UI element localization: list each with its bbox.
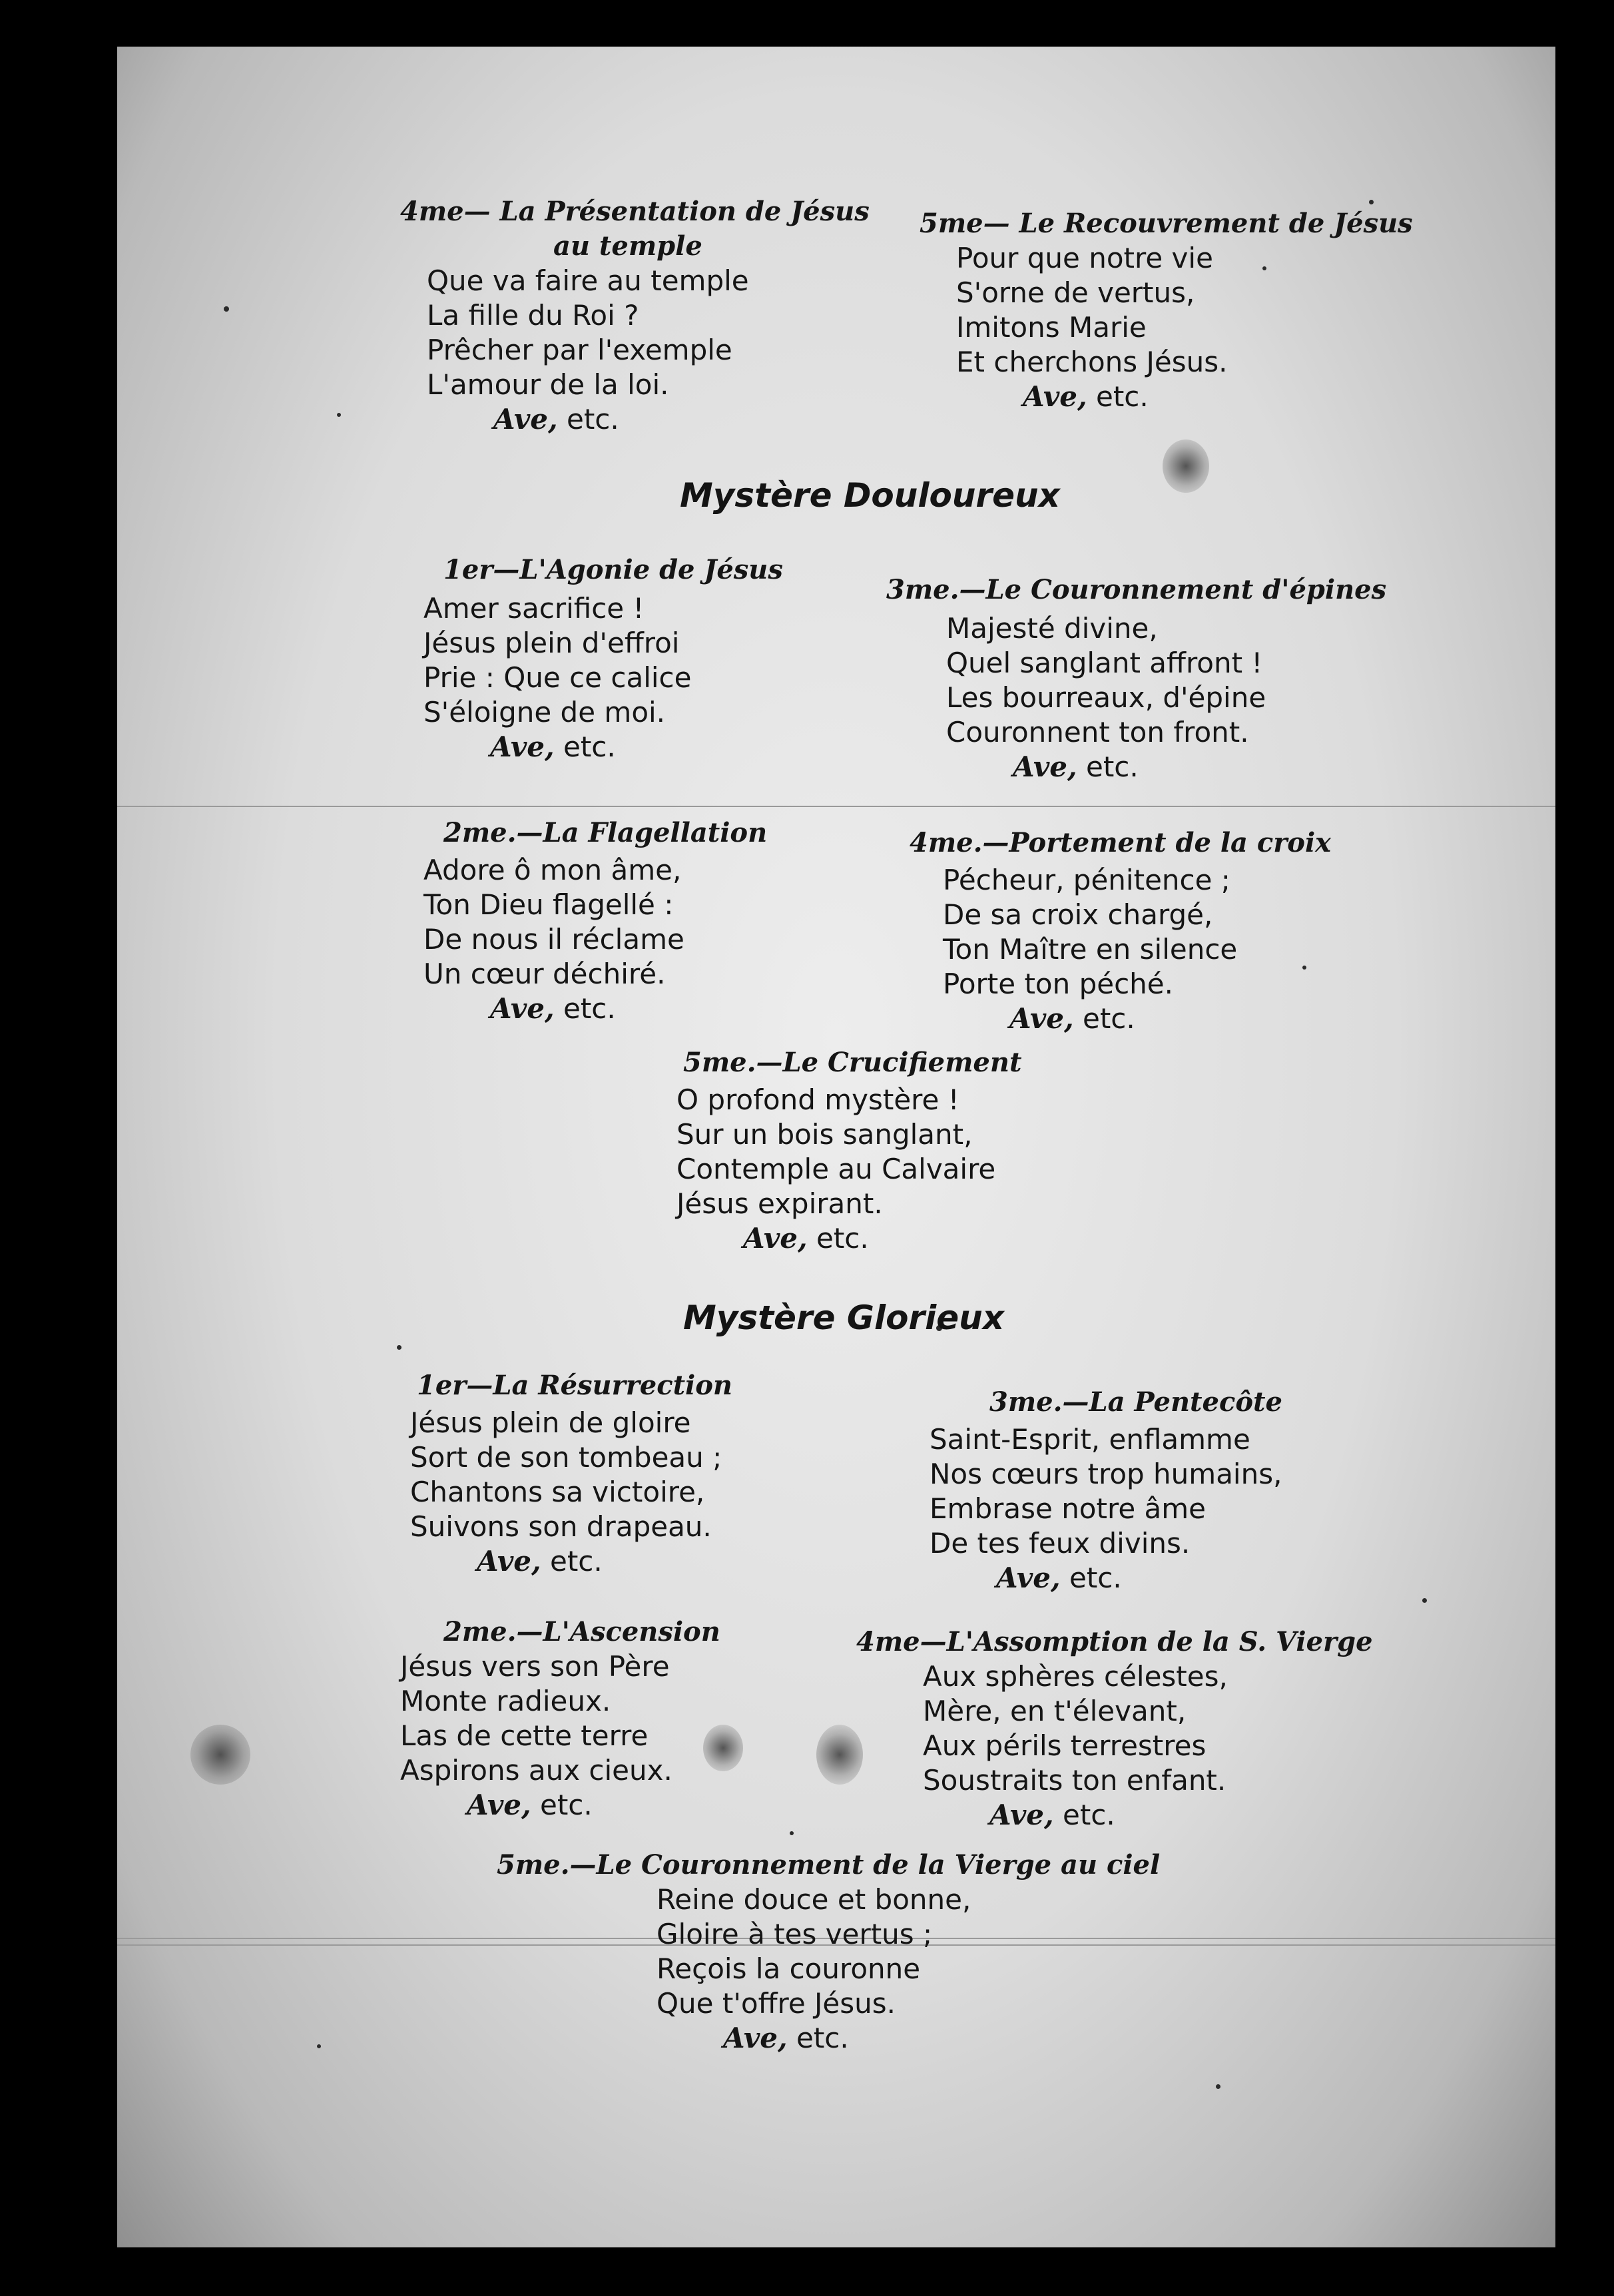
refrain-etc: etc. — [1060, 1562, 1122, 1594]
stanza-title: 1er—L'Agonie de Jésus — [443, 554, 783, 585]
verse-line: Suivons son drapeau. — [410, 1510, 712, 1543]
refrain-etc: etc. — [554, 730, 616, 763]
stanza-title: 4me— La Présentation de Jésus — [400, 196, 870, 227]
verse-line: Aux périls terrestres — [923, 1729, 1207, 1762]
verse-line: Un cœur déchiré. — [423, 958, 666, 990]
verse-line: Majesté divine, — [946, 612, 1158, 645]
verse-line: Soustraits ton enfant. — [923, 1764, 1226, 1797]
verse-line: Jésus expirant. — [676, 1187, 883, 1220]
speck — [397, 1345, 402, 1350]
refrain — [410, 1544, 732, 1579]
verse-line: Reçois la couronne — [657, 1952, 921, 1985]
refrain-ave: Ave, — [490, 730, 555, 763]
verse-line: Porte ton péché. — [943, 968, 1173, 1000]
stanza-pentecote — [930, 1385, 1282, 1595]
verse-line: Embrase notre âme — [930, 1492, 1206, 1525]
stanza-flagellation — [423, 816, 767, 1026]
refrain-etc: etc. — [1087, 380, 1149, 413]
stanza-assomption — [856, 1625, 1373, 1833]
verse-line: Et cherchons Jésus. — [956, 346, 1228, 378]
refrain-etc: etc. — [531, 1789, 593, 1821]
verse-line: Prêcher par l'exemple — [427, 334, 732, 366]
stanza-title: 5me.—Le Couronnement de la Vierge au ciel — [497, 1849, 1161, 1880]
stanza-agonie — [423, 553, 783, 764]
verse-line: Mère, en t'élevant, — [923, 1695, 1187, 1727]
refrain-etc: etc. — [1053, 1799, 1115, 1831]
refrain-ave: Ave, — [490, 992, 555, 1025]
speck — [317, 2044, 321, 2048]
stanza-portement-croix — [910, 826, 1331, 1036]
stanza-title: 2me.—La Flagellation — [443, 817, 768, 848]
scan-line — [117, 806, 1555, 807]
refrain-etc: etc. — [554, 992, 616, 1025]
refrain-ave: Ave, — [1023, 380, 1087, 413]
stanza-title: 4me—L'Assomption de la S. Vierge — [856, 1626, 1373, 1657]
verse-line: Ton Dieu flagellé : — [423, 888, 674, 921]
refrain-ave: Ave, — [743, 1222, 808, 1255]
verse-line: Amer sacrifice ! — [423, 592, 645, 625]
verse-line: Pécheur, pénitence ; — [943, 864, 1230, 896]
verse-line: L'amour de la loi. — [427, 368, 669, 401]
stanza-recouvrement — [920, 206, 1413, 414]
refrain — [423, 992, 767, 1026]
stanza-title: 5me.—Le Crucifiement — [683, 1047, 1022, 1078]
verse-line: Sort de son tombeau ; — [410, 1441, 722, 1474]
refrain — [923, 1798, 1373, 1833]
refrain-etc: etc. — [557, 403, 619, 435]
verse-line: Pour que notre vie — [956, 242, 1213, 274]
verse-line: Monte radieux. — [400, 1685, 611, 1717]
refrain — [423, 730, 783, 764]
stanza-resurrection — [410, 1368, 732, 1579]
stanza-couronnement-epines — [886, 573, 1386, 784]
stanza-ascension — [400, 1615, 720, 1823]
verse-line: S'orne de vertus, — [956, 276, 1195, 309]
stanza-title: 4me.—Portement de la croix — [910, 827, 1332, 858]
verse-line: Gloire à tes vertus ; — [657, 1918, 933, 1950]
verse-line: Couronnent ton front. — [946, 716, 1249, 748]
refrain — [943, 1002, 1331, 1036]
verse-line: Aux sphères célestes, — [923, 1660, 1228, 1693]
stanza-title-continuation: au temple — [553, 230, 702, 262]
stanza-title: 3me.—Le Couronnement d'épines — [886, 574, 1387, 605]
refrain — [400, 1788, 720, 1823]
refrain — [956, 380, 1413, 414]
verse-line: Adore ô mon âme, — [423, 854, 682, 886]
verse-line: Prie : Que ce calice — [423, 661, 692, 694]
refrain-ave: Ave, — [477, 1545, 541, 1578]
refrain-ave: Ave, — [996, 1562, 1061, 1594]
stanza-title: 1er—La Résurrection — [417, 1370, 733, 1401]
verse-line: Jésus plein de gloire — [410, 1406, 691, 1439]
refrain — [946, 750, 1386, 784]
verse-line: Sur un bois sanglant, — [676, 1118, 973, 1151]
verse-line: Les bourreaux, d'épine — [946, 681, 1266, 714]
verse-line: Imitons Marie — [956, 311, 1147, 344]
scanned-page — [117, 47, 1555, 2247]
verse-line: Reine douce et bonne, — [657, 1883, 971, 1916]
refrain-ave: Ave, — [989, 1799, 1054, 1831]
section-heading-glorieux: Mystère Glorieux — [683, 1298, 1004, 1337]
refrain-etc: etc. — [1077, 750, 1139, 783]
verse-line: Contemple au Calvaire — [676, 1153, 996, 1185]
verse-line: Jésus plein d'effroi — [423, 627, 680, 659]
stanza-crucifiement — [676, 1045, 1021, 1256]
verse-line: O profond mystère ! — [676, 1083, 959, 1116]
verse-line: De nous il réclame — [423, 923, 684, 956]
verse-line: S'éloigne de moi. — [423, 696, 666, 728]
verse-line: Saint-Esprit, enflamme — [930, 1423, 1250, 1456]
speck — [337, 413, 341, 417]
speck — [1369, 200, 1374, 204]
speck — [224, 306, 229, 312]
refrain-etc: etc. — [807, 1222, 869, 1255]
speck — [790, 1831, 794, 1835]
refrain-etc: etc. — [787, 2022, 849, 2054]
ink-blot — [1163, 439, 1209, 493]
stanza-presentation — [400, 194, 870, 437]
stanza-title: 3me.—La Pentecôte — [989, 1386, 1282, 1418]
speck — [1422, 1598, 1427, 1603]
stanza-title: 2me.—L'Ascension — [443, 1616, 720, 1647]
refrain-ave: Ave, — [1009, 1002, 1074, 1035]
verse-line: Chantons sa victoire, — [410, 1476, 705, 1508]
refrain — [427, 402, 870, 437]
verse-line: De tes feux divins. — [930, 1527, 1191, 1560]
refrain-etc: etc. — [1073, 1002, 1135, 1035]
section-heading-douloureux: Mystère Douloureux — [680, 476, 1060, 515]
refrain — [930, 1561, 1282, 1595]
verse-line: Que t'offre Jésus. — [657, 1987, 896, 2020]
refrain — [657, 2021, 1160, 2056]
refrain — [676, 1221, 1021, 1256]
refrain-ave: Ave, — [1013, 750, 1077, 783]
verse-line: Nos cœurs trop humains, — [930, 1458, 1282, 1490]
verse-line: Que va faire au temple — [427, 264, 749, 297]
verse-line: Jésus vers son Père — [400, 1650, 670, 1683]
refrain-ave: Ave, — [467, 1789, 531, 1821]
verse-line: Las de cette terre — [400, 1719, 649, 1752]
refrain-ave: Ave, — [723, 2022, 788, 2054]
verse-line: Quel sanglant affront ! — [946, 647, 1263, 679]
refrain-ave: Ave, — [493, 403, 558, 435]
verse-line: La fille du Roi ? — [427, 299, 639, 332]
verse-line: De sa croix chargé, — [943, 898, 1213, 931]
speck — [1216, 2084, 1220, 2089]
verse-line: Ton Maître en silence — [943, 933, 1238, 966]
stanza-title: 5me— Le Recouvrement de Jésus — [920, 208, 1413, 239]
refrain-etc: etc. — [541, 1545, 603, 1578]
verse-line: Aspirons aux cieux. — [400, 1754, 672, 1787]
stanza-couronnement-vierge — [497, 1848, 1160, 2056]
ink-blot — [190, 1725, 250, 1785]
